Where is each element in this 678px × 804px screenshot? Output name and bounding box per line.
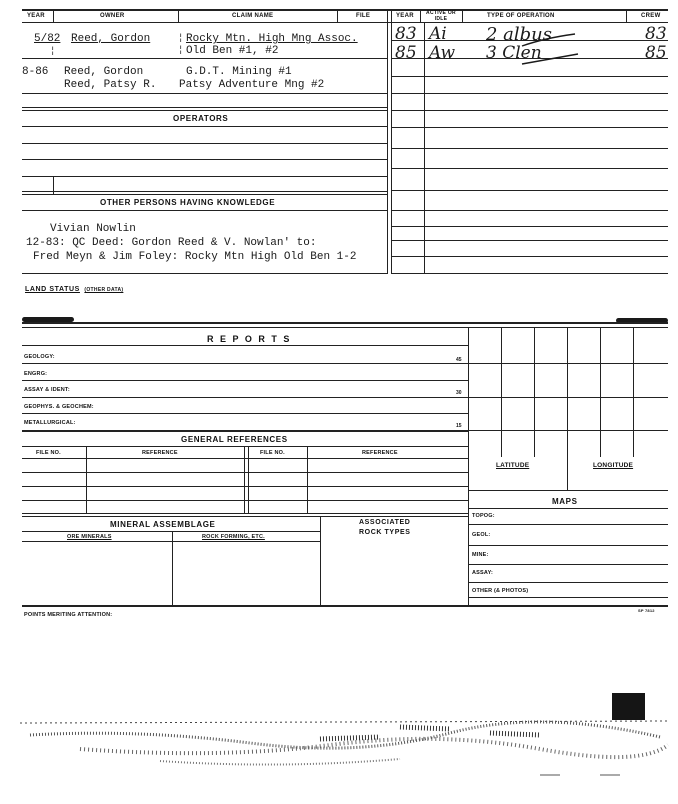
operation-1-status: Ai: [429, 24, 447, 44]
gen-ref-file-no: FILE NO.: [36, 450, 61, 456]
knowledge-line-1: Vivian Nowlin: [50, 223, 136, 235]
operators-title: OPERATORS: [173, 114, 229, 123]
reports-title: R E P O R T S: [207, 334, 292, 344]
owner-row-4-owner: Reed, Patsy R.: [64, 79, 157, 91]
rock-types-label: ROCK TYPES: [359, 529, 411, 536]
operation-2-year: 85: [395, 43, 417, 63]
map-geol: GEOL:: [472, 532, 491, 538]
ore-minerals-label: ORE MINERALS: [67, 534, 112, 540]
gen-ref-file-no-2: FILE NO.: [260, 450, 285, 456]
knowledge-title: OTHER PERSONS HAVING KNOWLEDGE: [100, 198, 276, 207]
owner-row-3-owner: Reed, Gordon: [64, 66, 144, 78]
operation-1-type: 2 albus: [486, 24, 553, 45]
owner-row-3-year: 8-86: [22, 66, 49, 78]
knowledge-line-2: 12-83: QC Deed: Gordon Reed & V. Nowlan' to:: [26, 237, 317, 249]
header-crew: CREW: [641, 13, 661, 19]
owner-row-1-year: 5/82: [34, 33, 61, 45]
header-file: FILE: [356, 13, 371, 19]
claim-tick-1: ¦: [178, 33, 184, 43]
report-geology-num: 45: [456, 357, 462, 363]
rock-forming-label: ROCK FORMING, ETC.: [202, 534, 265, 540]
header-active-or-idle: ACTIVE OR IDLE: [426, 10, 456, 22]
associated-label: ASSOCIATED: [359, 519, 411, 526]
report-engrg: ENGRG:: [24, 371, 48, 377]
operation-1-year: 83: [395, 24, 417, 44]
map-mine: MINE:: [472, 552, 489, 558]
header-type-of-operation: TYPE OF OPERATION: [487, 13, 555, 19]
form-number: SP 7812: [638, 608, 655, 613]
owner-row-2-claim: Old Ben #1, #2: [186, 45, 279, 57]
longitude-label: LONGITUDE: [593, 462, 634, 469]
knowledge-line-3: Fred Meyn & Jim Foley: Rocky Mtn High Old Ben 1-2: [33, 251, 357, 263]
owner-row-3-claim: G.D.T. Mining #1: [186, 66, 292, 78]
report-assay-num: 30: [456, 390, 462, 396]
owner-row-1-claim: Rocky Mtn. High Mng Assoc.: [186, 33, 358, 45]
gen-ref-reference-2: REFERENCE: [362, 450, 398, 456]
header-year: YEAR: [27, 13, 45, 19]
maps-title: MAPS: [552, 497, 578, 506]
owner-row-4-claim: Patsy Adventure Mng #2: [179, 79, 325, 91]
map-assay: ASSAY:: [472, 570, 494, 576]
operation-2-type: 3 Clen: [486, 43, 542, 63]
land-status-label: LAND STATUS (OTHER DATA): [25, 286, 124, 293]
owner-row-1-owner: Reed, Gordon: [71, 33, 151, 45]
latitude-label: LATITUDE: [496, 462, 530, 469]
mineral-assemblage-title: MINERAL ASSEMBLAGE: [110, 520, 216, 529]
claim-tick-2: ¦: [178, 45, 184, 55]
report-assay: ASSAY & IDENT:: [24, 387, 70, 393]
gen-ref-reference: REFERENCE: [142, 450, 178, 456]
general-references-title: GENERAL REFERENCES: [181, 435, 288, 444]
header-owner: OWNER: [100, 13, 125, 19]
header-year-2: YEAR: [396, 13, 414, 19]
report-metallurgical-num: 15: [456, 423, 462, 429]
operation-2-crew: 85: [645, 43, 667, 63]
scan-noise-band: [20, 715, 670, 785]
operation-2-status: Aw: [429, 43, 456, 63]
report-metallurgical: METALLURGICAL:: [24, 420, 76, 426]
map-other: OTHER (& PHOTOS): [472, 588, 529, 594]
handwritten-strokes: [520, 28, 580, 68]
header-claim-name: CLAIM NAME: [232, 13, 274, 19]
operation-1-crew: 83: [645, 24, 667, 44]
map-topog: TOPOG:: [472, 513, 495, 519]
owner-row-2-tick: ¦: [50, 46, 56, 56]
report-geophys: GEOPHYS. & GEOCHEM:: [24, 404, 94, 410]
report-geology: GEOLOGY:: [24, 354, 55, 360]
points-meriting-attention: POINTS MERITING ATTENTION:: [24, 612, 113, 618]
